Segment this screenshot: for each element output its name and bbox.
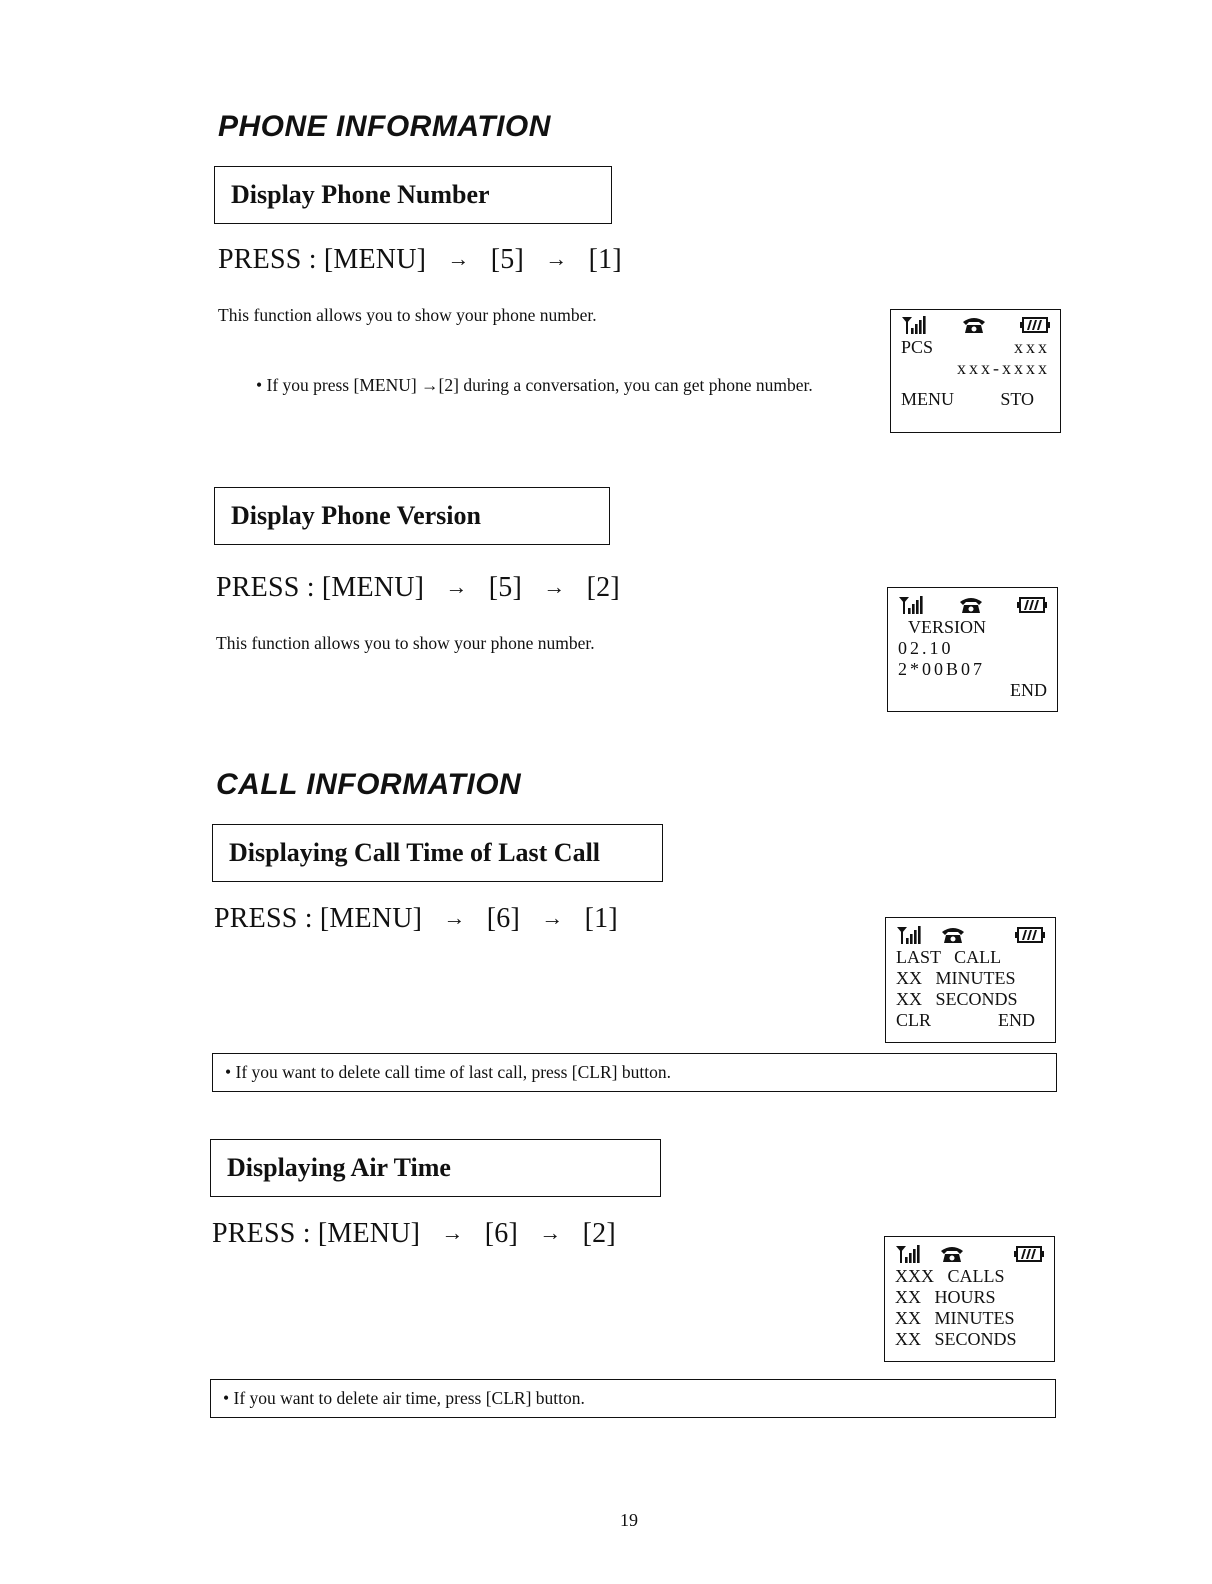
press-step: [1] [584,903,618,934]
bullet-note: • If you press [MENU] →[2] during a conversation, you can get phone number. [256,375,813,395]
signal-icon [898,595,924,615]
screen-line: XXX CALLS [895,1266,1005,1286]
screen-line: XX SECONDS [895,1329,1017,1349]
arrow-right-icon: → [443,905,466,930]
heading-text: Displaying Air Time [227,1153,451,1182]
section-title-phone-information: PHONE INFORMATION [218,110,551,143]
screen-line: XX MINUTES [896,968,1016,988]
arrow-right-icon: → [441,1220,464,1245]
heading-air-time [210,1139,661,1197]
press-label: PRESS : [MENU] [218,244,427,275]
phone-screen-last-call [885,917,1056,1043]
signal-icon [901,315,927,335]
battery-icon [1014,1245,1044,1263]
press-sequence [218,244,622,276]
phone-icon [958,595,984,615]
arrow-right-icon: → [447,246,470,271]
softkey-end: END [1010,680,1047,700]
press-step: [6] [484,1218,519,1249]
phone-screen-version [887,587,1058,712]
arrow-right-icon: → [539,1220,562,1245]
screen-phone-number: xxx-xxxx [957,358,1050,378]
heading-text: Display Phone Version [231,501,481,530]
arrow-right-icon: → [545,246,568,271]
phone-icon [940,925,966,945]
press-step: [1] [588,244,622,275]
phone-icon [939,1244,965,1264]
battery-icon [1017,596,1047,614]
phone-screen-air-time [884,1236,1055,1362]
press-label: PRESS : [MENU] [214,903,423,934]
arrow-right-icon: → [445,574,468,599]
heading-display-phone-number [214,166,612,224]
press-step: [6] [486,903,521,934]
description-text: This function allows you to show your phone number. [216,633,595,653]
phone-icon [961,315,987,335]
heading-text: Displaying Call Time of Last Call [229,838,601,867]
screen-area-code: xxx [1014,337,1050,357]
note-text: • If you want to delete call time of last call, press [CLR] button. [225,1062,671,1082]
press-label: PRESS : [MENU] [216,572,425,603]
screen-line: LAST CALL [896,947,1002,967]
press-sequence [212,1218,616,1250]
section-title-call-information: CALL INFORMATION [216,768,522,801]
screen-line: XX MINUTES [895,1308,1015,1328]
softkey-end: END [998,1010,1035,1030]
screen-line: XX HOURS [895,1287,996,1307]
screen-build-code: 2*00B07 [898,659,986,679]
press-label: PRESS : [MENU] [212,1218,421,1249]
screen-version-label: VERSION [908,617,987,637]
arrow-right-icon: → [543,574,566,599]
softkey-sto: STO [1000,389,1034,409]
softkey-clr: CLR [896,1010,932,1030]
heading-display-phone-version [214,487,610,545]
phone-screen-number [890,309,1061,433]
page-number: 19 [620,1510,638,1530]
signal-icon [896,925,922,945]
heading-last-call-time [212,824,663,882]
battery-icon [1020,316,1050,334]
description-text: This function allows you to show your phone number. [218,305,597,325]
press-sequence [214,903,618,935]
screen-carrier: PCS [901,337,934,357]
signal-icon [895,1244,921,1264]
press-step: [5] [488,572,523,603]
press-step: [2] [586,572,620,603]
press-step: [2] [582,1218,616,1249]
battery-icon [1015,926,1045,944]
heading-text: Display Phone Number [231,180,490,209]
note-box-delete-last-call [212,1053,1057,1092]
screen-version-number: 02.10 [898,638,954,658]
note-box-delete-air-time [210,1379,1056,1418]
arrow-right-icon: → [541,905,564,930]
note-text: • If you want to delete air time, press [CLR] button. [223,1388,585,1408]
screen-line: XX SECONDS [896,989,1018,1009]
softkey-menu: MENU [901,389,954,409]
press-step: [5] [490,244,525,275]
press-sequence [216,572,620,604]
